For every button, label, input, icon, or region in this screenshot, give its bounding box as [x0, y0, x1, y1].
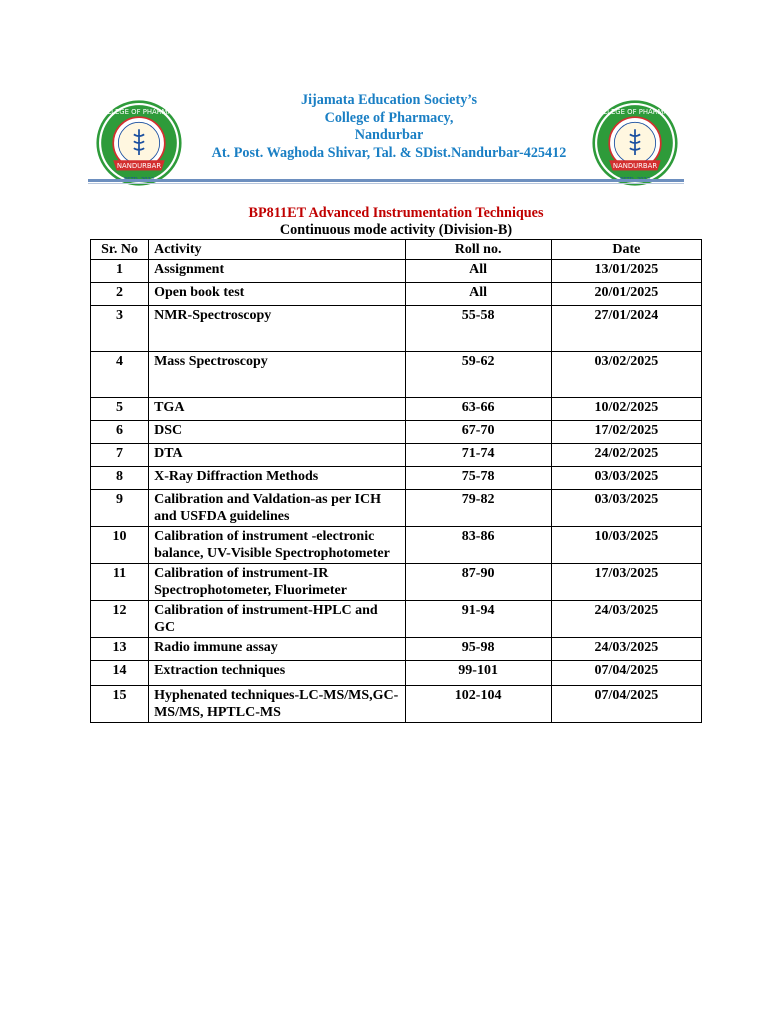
cell-sr-no: 14 — [91, 660, 149, 685]
cell-roll-no: 83-86 — [405, 526, 551, 563]
table-row — [91, 600, 702, 637]
cell-activity: DTA — [149, 443, 405, 466]
cell-activity: Mass Spectroscopy — [149, 351, 405, 397]
cell-roll-no: 71-74 — [405, 443, 551, 466]
logo-top-text: COLLEGE OF PHARMACY — [593, 107, 677, 116]
cell-sr-no: 2 — [91, 282, 149, 305]
cell-sr-no: 7 — [91, 443, 149, 466]
table-row — [91, 420, 702, 443]
logo-band-text: NANDURBAR — [612, 161, 658, 170]
cell-activity: TGA — [149, 397, 405, 420]
cell-activity: Extraction techniques — [149, 660, 405, 685]
col-header-date: Date — [551, 240, 701, 260]
header-divider-thin — [88, 183, 684, 184]
cell-sr-no: 9 — [91, 489, 149, 526]
college-logo-right — [592, 100, 678, 186]
col-header-activity: Activity — [149, 240, 405, 260]
table-row — [91, 305, 702, 351]
table-row — [91, 443, 702, 466]
cell-roll-no: 67-70 — [405, 420, 551, 443]
cell-roll-no: 102-104 — [405, 685, 551, 722]
cell-sr-no: 11 — [91, 563, 149, 600]
cell-activity: DSC — [149, 420, 405, 443]
cell-date: 24/02/2025 — [551, 443, 701, 466]
cell-sr-no: 4 — [91, 351, 149, 397]
cell-activity: Radio immune assay — [149, 637, 405, 660]
cell-date: 17/03/2025 — [551, 563, 701, 600]
table-row — [91, 282, 702, 305]
cell-roll-no: 55-58 — [405, 305, 551, 351]
cell-sr-no: 6 — [91, 420, 149, 443]
society-name: Jijamata Education Society’s — [300, 92, 478, 108]
college-logo-left — [96, 100, 182, 186]
table-row — [91, 466, 702, 489]
cell-activity: Calibration and Valdation-as per ICH and USFDA guidelines — [149, 489, 405, 526]
city-name: Nandurbar — [354, 127, 424, 143]
cell-date: 10/02/2025 — [551, 397, 701, 420]
cell-sr-no: 1 — [91, 259, 149, 282]
table-row — [91, 489, 702, 526]
cell-date: 13/01/2025 — [551, 259, 701, 282]
cell-date: 24/03/2025 — [551, 600, 701, 637]
cell-sr-no: 8 — [91, 466, 149, 489]
cell-roll-no: 79-82 — [405, 489, 551, 526]
cell-date: 17/02/2025 — [551, 420, 701, 443]
table-row — [91, 660, 702, 685]
table-row — [91, 526, 702, 563]
letterhead — [88, 92, 684, 188]
cell-roll-no: All — [405, 282, 551, 305]
cell-roll-no: 87-90 — [405, 563, 551, 600]
cell-sr-no: 12 — [91, 600, 149, 637]
cell-activity: Calibration of instrument -electronic balance, UV-Visible Spectrophotometer — [149, 526, 405, 563]
cell-activity: Calibration of instrument-HPLC and GC — [149, 600, 405, 637]
col-header-roll-no: Roll no. — [405, 240, 551, 260]
activity-subtitle: Continuous mode activity (Division-B) — [279, 222, 513, 238]
cell-activity: Calibration of instrument-IR Spectrophotometer, Fluorimeter — [149, 563, 405, 600]
cell-date: 03/02/2025 — [551, 351, 701, 397]
cell-activity: Open book test — [149, 282, 405, 305]
cell-date: 20/01/2025 — [551, 282, 701, 305]
table-row — [91, 259, 702, 282]
cell-date: 07/04/2025 — [551, 660, 701, 685]
activity-schedule-table — [90, 239, 702, 723]
cell-roll-no: 91-94 — [405, 600, 551, 637]
cell-activity: NMR-Spectroscopy — [149, 305, 405, 351]
cell-sr-no: 10 — [91, 526, 149, 563]
logo-top-text: COLLEGE OF PHARMACY — [97, 107, 181, 116]
cell-date: 03/03/2025 — [551, 489, 701, 526]
cell-roll-no: All — [405, 259, 551, 282]
table-row — [91, 685, 702, 722]
cell-sr-no: 5 — [91, 397, 149, 420]
cell-activity: Hyphenated techniques-LC-MS/MS,GC-MS/MS, HPTLC-MS — [149, 685, 405, 722]
cell-date: 27/01/2024 — [551, 305, 701, 351]
cell-date: 10/03/2025 — [551, 526, 701, 563]
cell-activity: Assignment — [149, 259, 405, 282]
cell-date: 03/03/2025 — [551, 466, 701, 489]
cell-sr-no: 3 — [91, 305, 149, 351]
cell-roll-no: 95-98 — [405, 637, 551, 660]
table-row — [91, 637, 702, 660]
course-title: BP811ET Advanced Instrumentation Techniques — [248, 205, 544, 221]
cell-roll-no: 99-101 — [405, 660, 551, 685]
table-row — [91, 563, 702, 600]
col-header-sr-no: Sr. No — [91, 240, 149, 260]
table-row — [91, 351, 702, 397]
cell-roll-no: 59-62 — [405, 351, 551, 397]
table-header-row — [91, 240, 702, 260]
cell-sr-no: 13 — [91, 637, 149, 660]
cell-date: 24/03/2025 — [551, 637, 701, 660]
header-text-block — [182, 92, 596, 162]
cell-activity: X-Ray Diffraction Methods — [149, 466, 405, 489]
cell-date: 07/04/2025 — [551, 685, 701, 722]
table-row — [91, 397, 702, 420]
college-address: At. Post. Waghoda Shivar, Tal. & SDist.Nandurbar-425412 — [211, 144, 567, 161]
cell-roll-no: 63-66 — [405, 397, 551, 420]
college-name: College of Pharmacy, — [324, 109, 454, 126]
logo-band-text: NANDURBAR — [116, 161, 162, 170]
header-divider — [88, 179, 684, 182]
cell-sr-no: 15 — [91, 685, 149, 722]
cell-roll-no: 75-78 — [405, 466, 551, 489]
